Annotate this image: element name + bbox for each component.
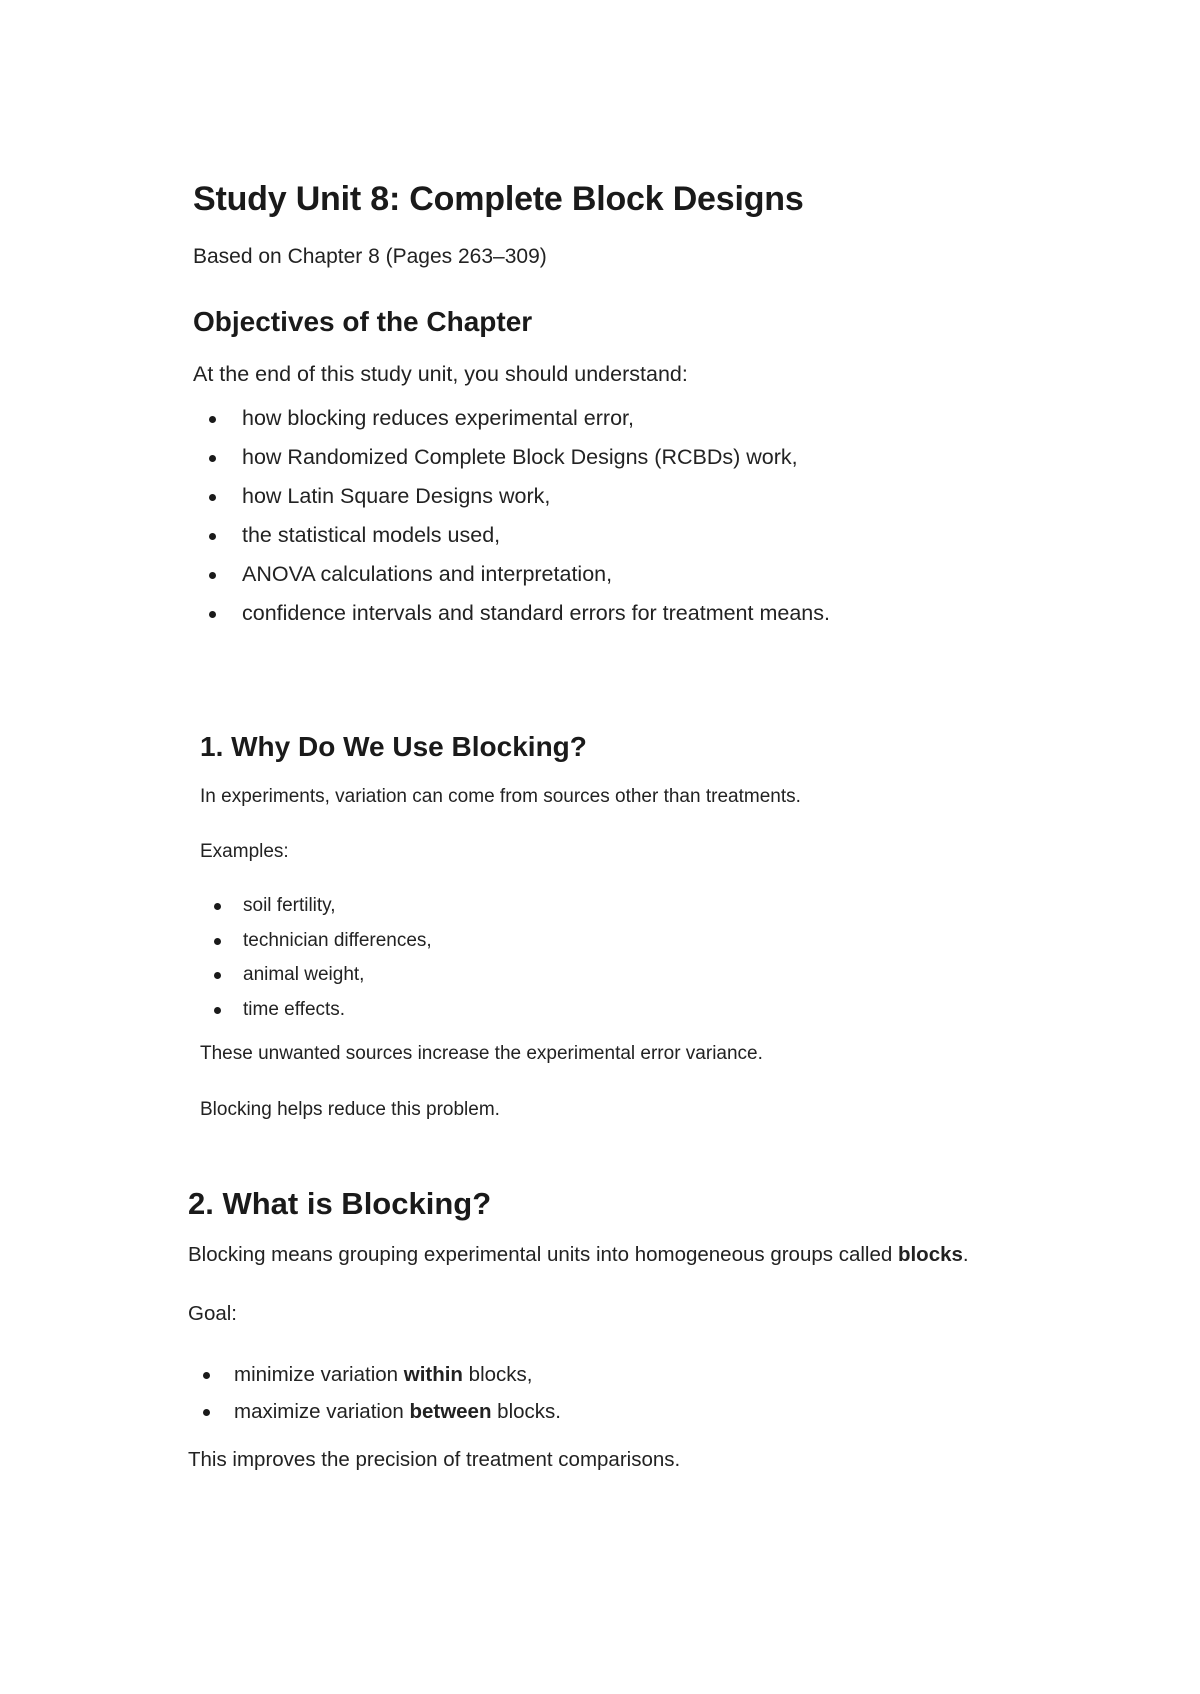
bullet-icon bbox=[203, 1372, 210, 1379]
list-item: minimize variation within blocks, bbox=[188, 1356, 561, 1393]
list-item: animal weight, bbox=[200, 958, 432, 993]
bullet-icon bbox=[203, 1409, 210, 1416]
section1-heading: 1. Why Do We Use Blocking? bbox=[200, 731, 587, 762]
list-item: the statistical models used, bbox=[193, 516, 830, 555]
bullet-icon bbox=[214, 938, 221, 945]
page-title: Study Unit 8: Complete Block Designs bbox=[193, 180, 804, 218]
bullet-icon bbox=[214, 972, 221, 979]
bullet-icon bbox=[209, 494, 216, 501]
section2-goal-label: Goal: bbox=[188, 1302, 237, 1325]
section1-intro: In experiments, variation can come from sources other than treatments. bbox=[200, 786, 801, 807]
bullet-icon bbox=[209, 572, 216, 579]
section2-heading: 2. What is Blocking? bbox=[188, 1186, 492, 1221]
list-item: confidence intervals and standard errors for treatment means. bbox=[193, 594, 830, 633]
list-item: soil fertility, bbox=[200, 889, 432, 924]
bullet-icon bbox=[209, 416, 216, 423]
list-item: technician differences, bbox=[200, 924, 432, 959]
objectives-list bbox=[193, 399, 830, 633]
page-subtitle: Based on Chapter 8 (Pages 263–309) bbox=[193, 245, 547, 268]
section1-para2: Blocking helps reduce this problem. bbox=[200, 1099, 500, 1120]
bullet-icon bbox=[209, 611, 216, 618]
section2-conclusion: This improves the precision of treatment comparisons. bbox=[188, 1448, 681, 1471]
section1-para1: These unwanted sources increase the experimental error variance. bbox=[200, 1043, 763, 1064]
list-item: how blocking reduces experimental error, bbox=[193, 399, 830, 438]
section1-examples-list bbox=[200, 889, 432, 1027]
list-item: time effects. bbox=[200, 993, 432, 1028]
list-item: how Latin Square Designs work, bbox=[193, 477, 830, 516]
bullet-icon bbox=[214, 903, 221, 910]
bullet-icon bbox=[209, 455, 216, 462]
list-item: maximize variation between blocks. bbox=[188, 1393, 561, 1430]
bullet-icon bbox=[214, 1007, 221, 1014]
objectives-intro: At the end of this study unit, you should understand: bbox=[193, 362, 688, 386]
section1-examples-label: Examples: bbox=[200, 841, 289, 862]
list-item: how Randomized Complete Block Designs (RCBDs) work, bbox=[193, 438, 830, 477]
list-item: ANOVA calculations and interpretation, bbox=[193, 555, 830, 594]
section2-goals-list bbox=[188, 1356, 561, 1430]
bullet-icon bbox=[209, 533, 216, 540]
section2-intro: Blocking means grouping experimental units into homogeneous groups called blocks. bbox=[188, 1243, 969, 1266]
objectives-heading: Objectives of the Chapter bbox=[193, 306, 533, 337]
